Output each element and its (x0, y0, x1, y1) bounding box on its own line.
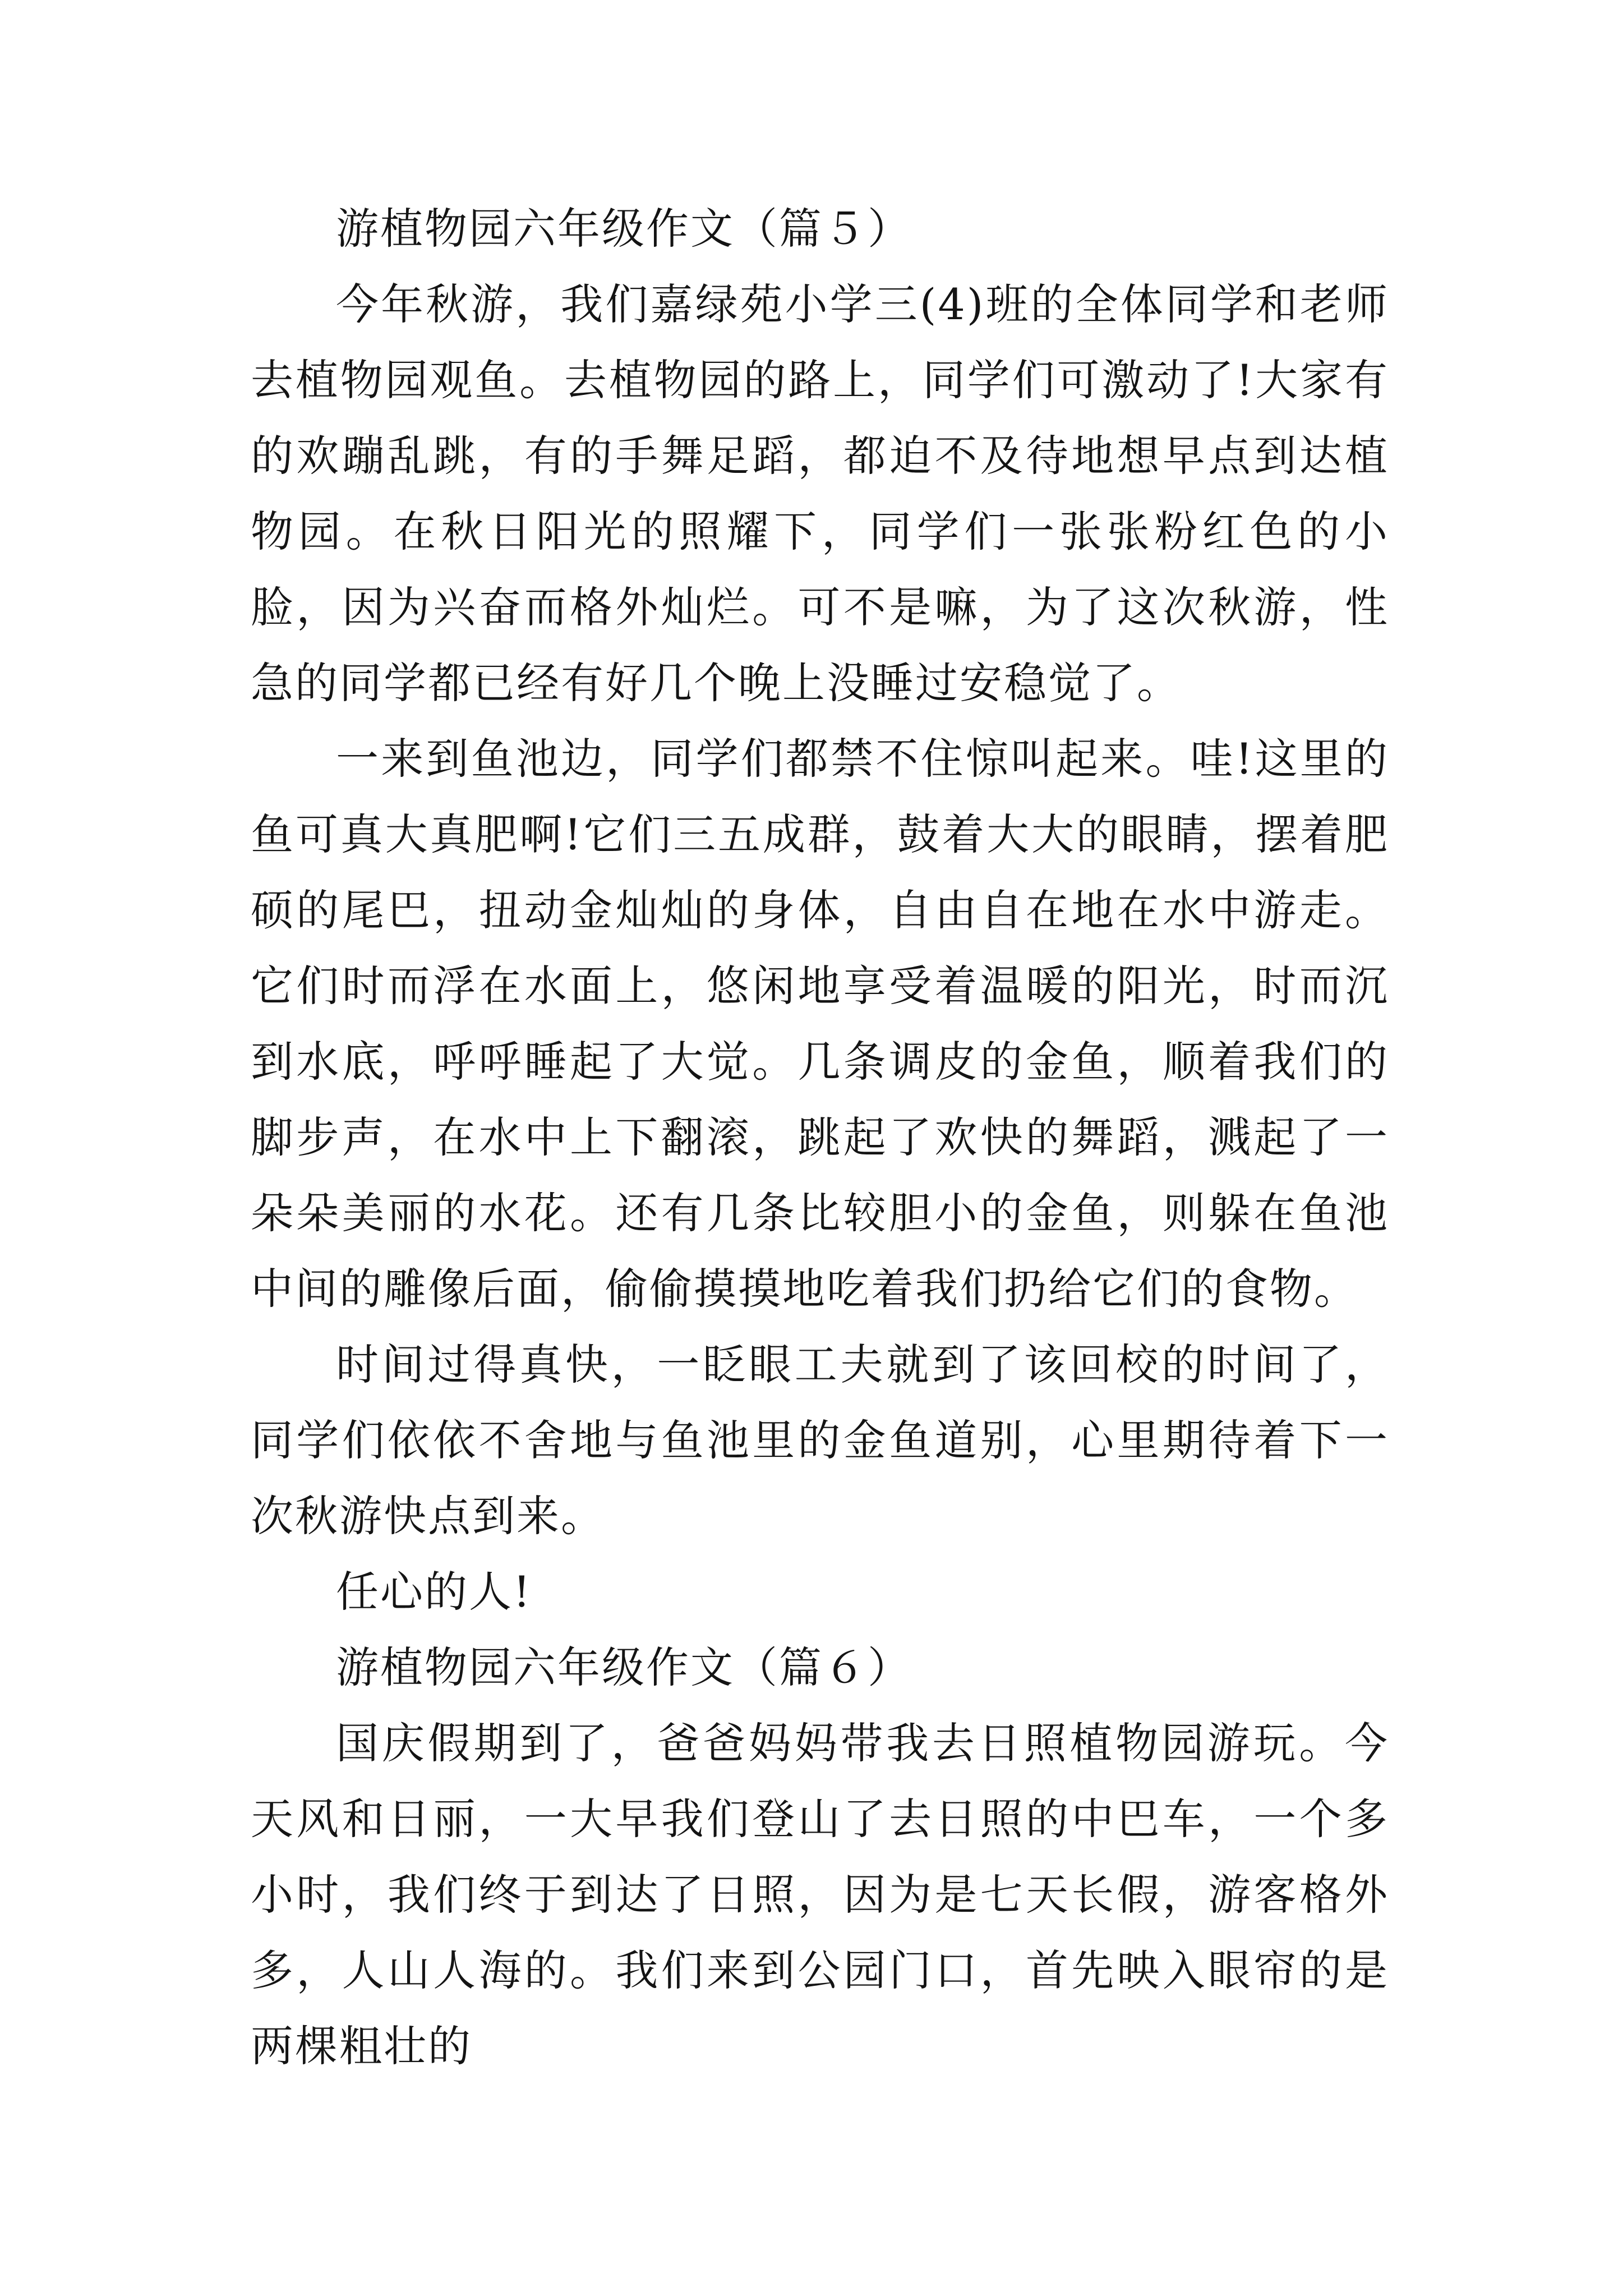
paragraph-autumn-trip: 今年秋游，我们嘉绿苑小学三(4)班的全体同学和老师去植物园观鱼。去植物园的路上，同学们可激动了!大家有的欢蹦乱跳，有的手舞足蹈，都迫不及待地想早点到达植物园。在秋日阳光的照耀下，同学们一张张粉红色的小脸，因为兴奋而格外灿烂。可不是嘛，为了这次秋游，性急的同学都已经有好几个晚上没睡过安稳觉了。 (251, 279, 1389, 708)
document-body (251, 191, 1389, 2084)
paragraph-fish-pond: 一来到鱼池边，同学们都禁不住惊叫起来。哇!这里的鱼可真大真肥啊!它们三五成群，鼓着大大的眼睛，摆着肥硕的尾巴，扭动金灿灿的身体，自由自在地在水中游走。它们时而浮在水面上，悠闲地享受着温暖的阳光，时而沉到水底，呼呼睡起了大觉。几条调皮的金鱼，顺着我们的脚步声，在水中上下翻滚，跳起了欢快的舞蹈，溅起了一朵朵美丽的水花。还有几条比较胆小的金鱼，则躲在鱼池中间的雕像后面，偷偷摸摸地吃着我们扔给它们的食物。 (251, 734, 1389, 1314)
essay-title-5: 游植物园六年级作文（篇５） (336, 204, 912, 254)
paragraph-short-line: 任心的人! (336, 1567, 532, 1617)
paragraph-national-day: 国庆假期到了，爸爸妈妈带我去日照植物园游玩。今天风和日丽，一大早我们登山了去日照的中巴车，一个多小时，我们终于到达了日照，因为是七天长假，游客格外多，人山人海的。我们来到公园门口，首先映入眼帘的是两棵粗壮的 (251, 1718, 1389, 2071)
essay-title-6: 游植物园六年级作文（篇６） (336, 1642, 912, 1692)
paragraph-return: 时间过得真快，一眨眼工夫就到了该回校的时间了，同学们依依不舍地与鱼池里的金鱼道别，心里期待着下一次秋游快点到来。 (251, 1340, 1389, 1541)
